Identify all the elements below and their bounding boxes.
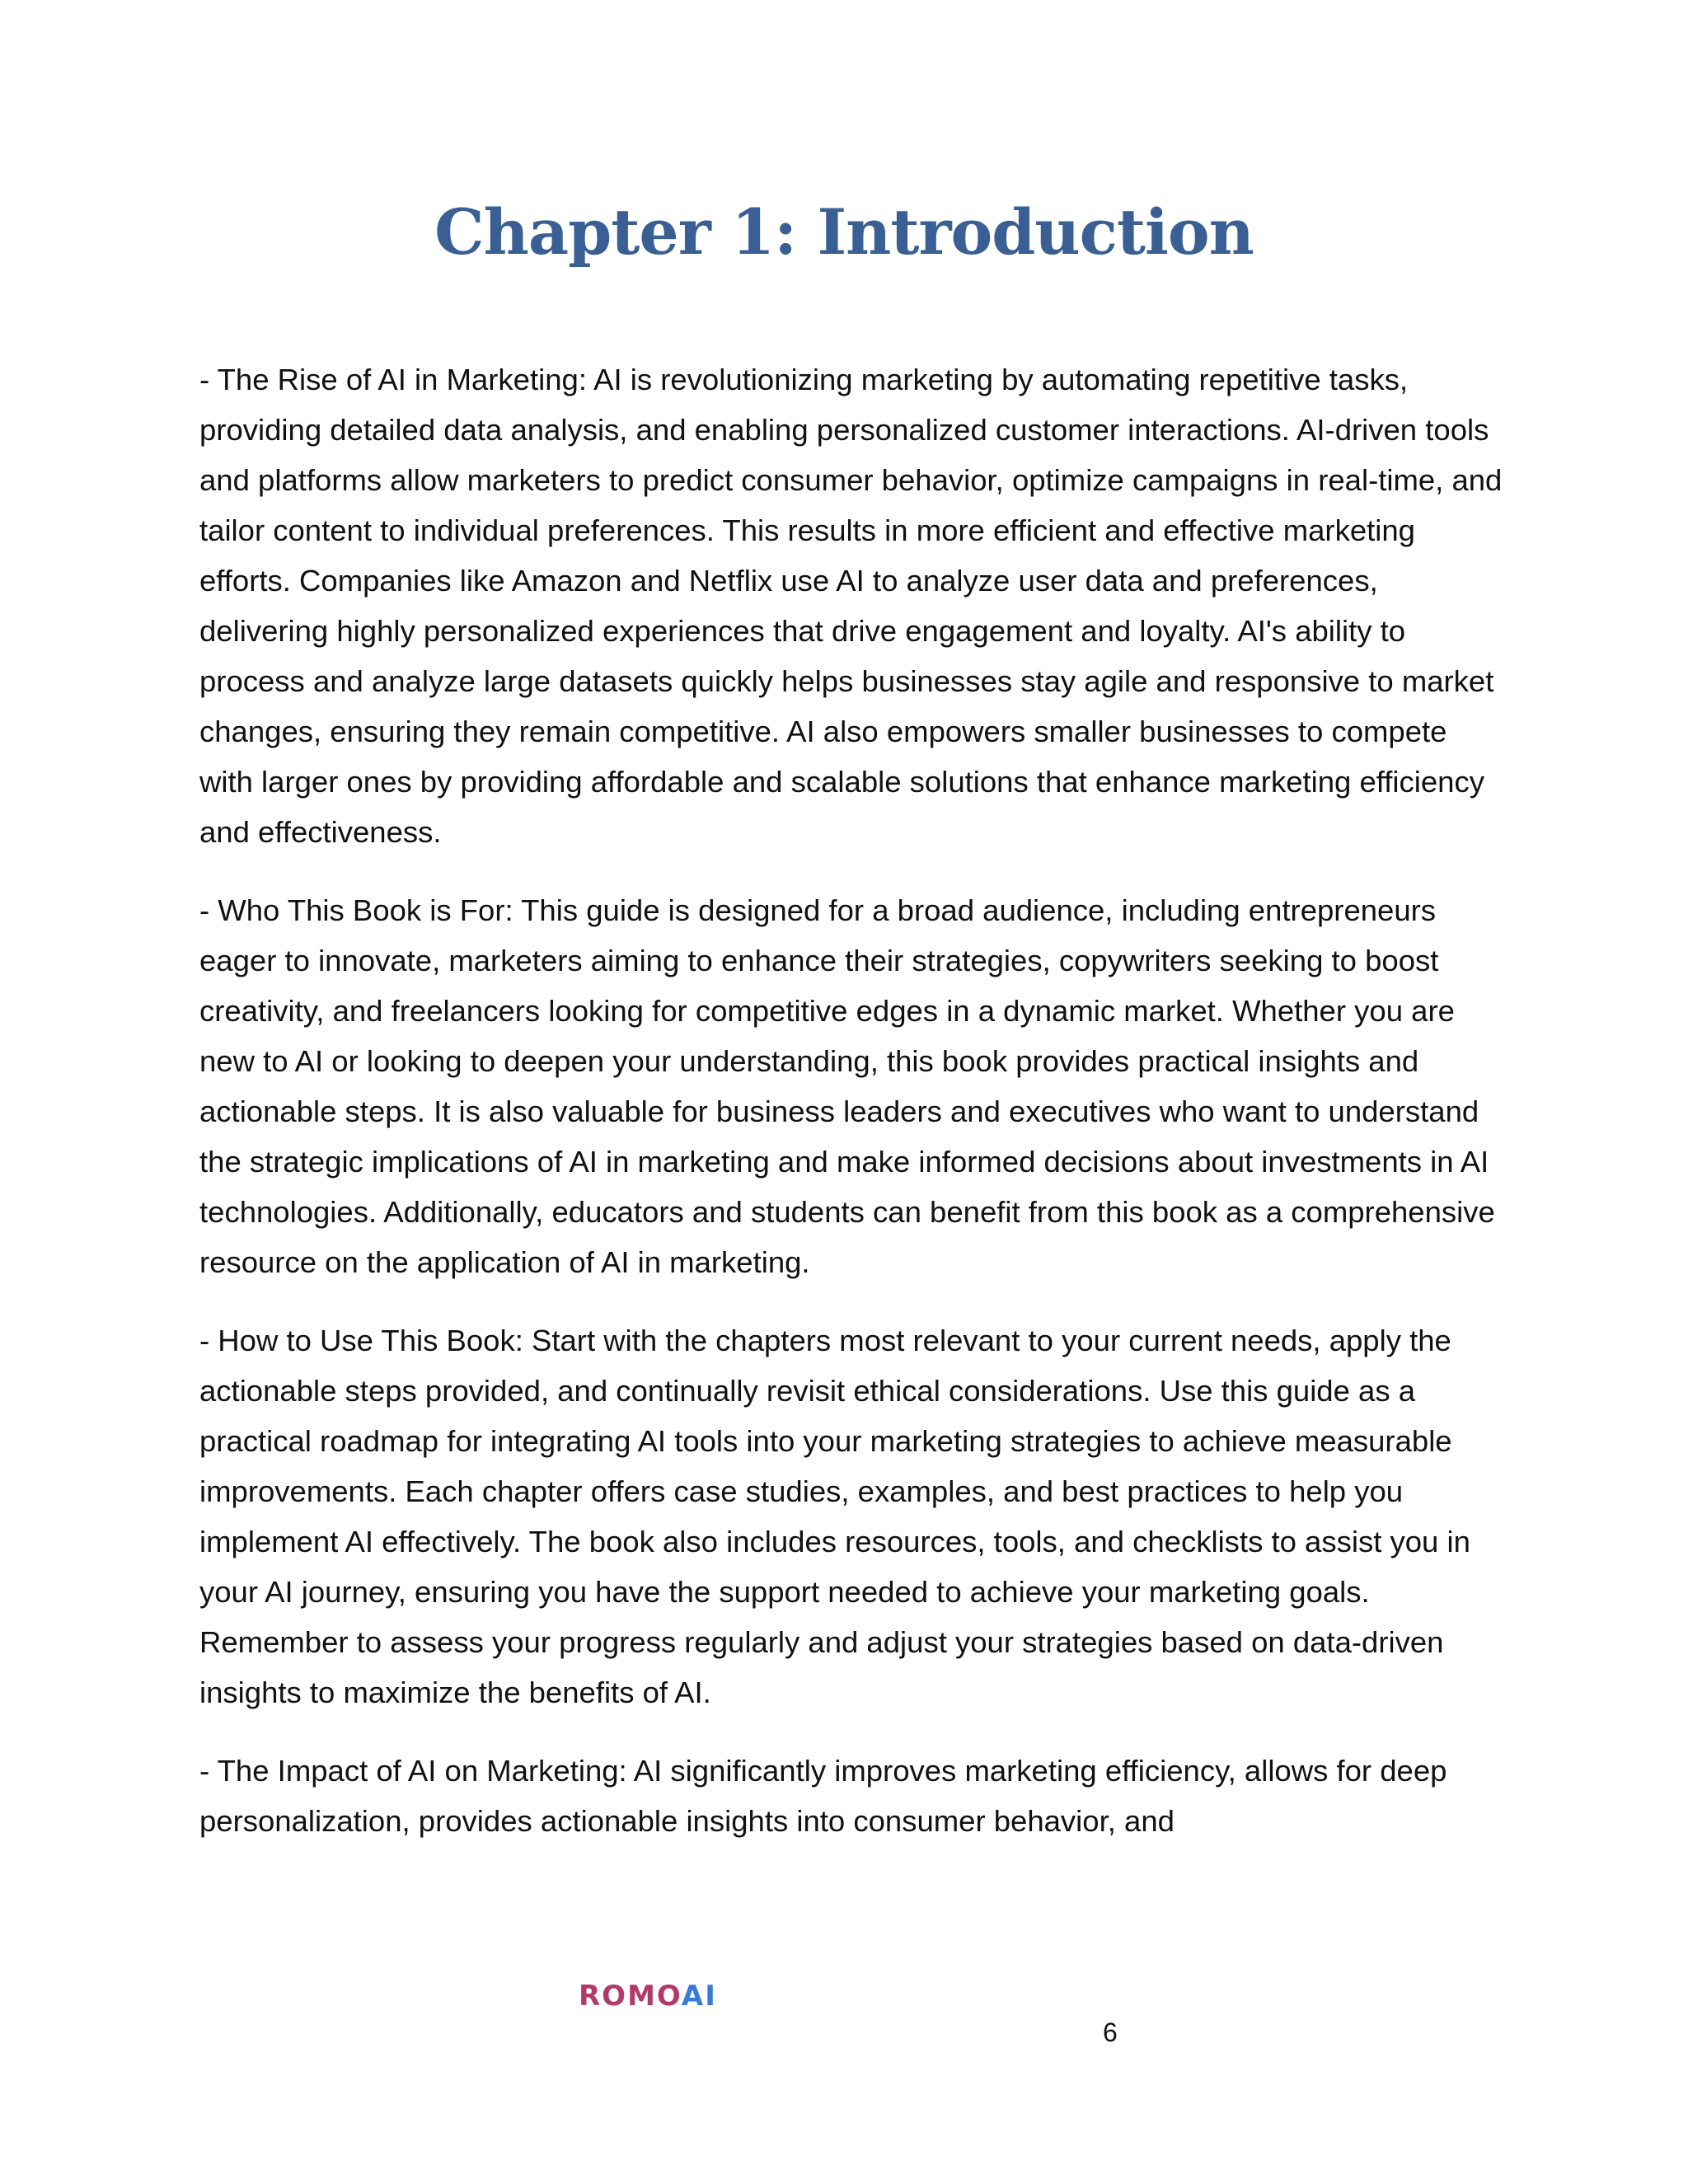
- romoai-logo: [579, 1978, 717, 2014]
- paragraph-how-to-use-this-book: - How to Use This Book: Start with the chapters most relevant to your current needs, apply the actionable steps provided, and continually revisit ethical considerations. Use this guide as a practical roadmap for integrating AI tools into your marketing strategies to achieve measurable improvements. Each chapter offers case studies, examples, and best practices to help you implement AI effectively. The book also includes resources, tools, and checklists to assist you in your AI journey, ensuring you have the support needed to achieve your marketing goals. Remember to assess your progress regularly and adjust your strategies based on data-driven insights to maximize the benefits of AI.: [199, 1324, 1470, 1709]
- page-number: 6: [1103, 2018, 1118, 2047]
- logo-text-romo: ROMO: [579, 1980, 682, 2013]
- logo-text-ai: AI: [681, 1980, 717, 2013]
- chapter-title: Chapter 1: Introduction: [434, 195, 1254, 269]
- paragraph-impact-of-ai: - The Impact of AI on Marketing: AI significantly improves marketing efficiency, allows for deep personalization, provides actionable insights into consumer behavior, and: [199, 1754, 1447, 1838]
- paragraph-who-this-book-is-for: - Who This Book is For: This guide is designed for a broad audience, including entrepreneurs eager to innovate, marketers aiming to enhance their strategies, copywriters seeking to boost creativity, and freelancers looking for competitive edges in a dynamic market. Whether you are new to AI or looking to deepen your understanding, this book provides practical insights and actionable steps. It is also valuable for business leaders and executives who want to understand the strategic implications of AI in marketing and make informed decisions about investments in AI technologies. Additionally, educators and students can benefit from this book as a comprehensive resource on the application of AI in marketing.: [199, 893, 1495, 1279]
- paragraph-rise-of-ai: - The Rise of AI in Marketing: AI is revolutionizing marketing by automating repetitive tasks, providing detailed data analysis, and enabling personalized customer interactions. AI-driven tools and platforms allow marketers to predict consumer behavior, optimize campaigns in real-time, and tailor content to individual preferences. This results in more efficient and effective marketing efforts. Companies like Amazon and Netflix use AI to analyze user data and preferences, delivering highly personalized experiences that drive engagement and loyalty. AI's ability to process and analyze large datasets quickly helps businesses stay agile and responsive to market changes, ensuring they remain competitive. AI also empowers smaller businesses to compete with larger ones by providing affordable and scalable solutions that enhance marketing efficiency and effectiveness.: [199, 363, 1503, 849]
- body-text: [199, 354, 1503, 1874]
